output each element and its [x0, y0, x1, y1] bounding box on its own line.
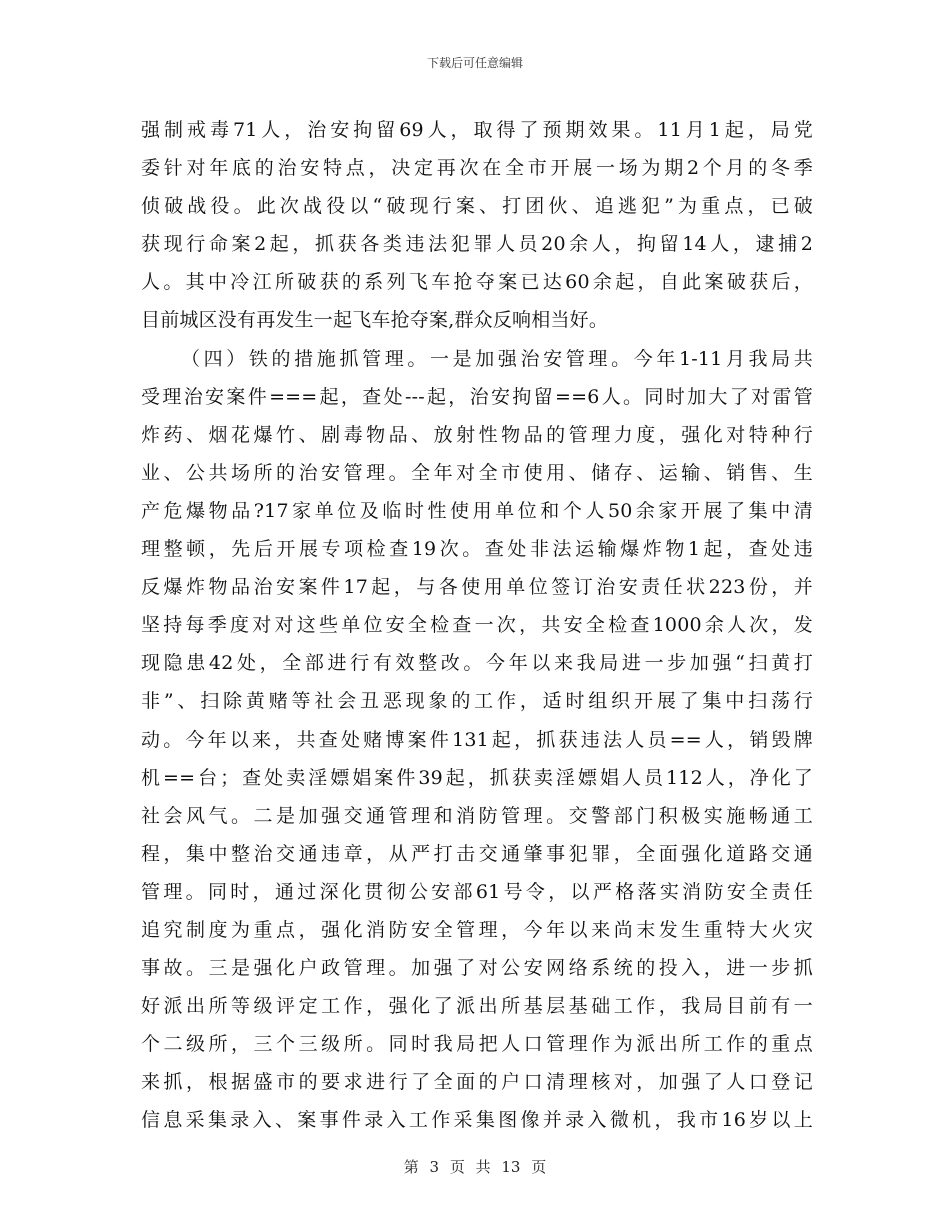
page-number-footer: 第 3 页 共 13 页 [403, 1158, 547, 1176]
text-line: 事故。三是强化户政管理。加强了对公安网络系统的投入，进一步抓 [141, 957, 813, 980]
text-line: 强制戒毒71人，治安拘留69人，取得了预期效果。11月1起，局党 [141, 119, 813, 141]
text-line: 程，集中整治交通违章，从严打击交通肇事犯罪，全面强化道路交通 [141, 842, 813, 865]
page-header: 下载后可任意编辑 [426, 56, 523, 70]
text-line: 管理。同时，通过深化贯彻公安部61号令，以严格落实消防安全责任 [141, 880, 813, 903]
text-line: 获现行命案2起，抓获各类违法犯罪人员20余人，拘留14人，逮捕2 [141, 233, 813, 256]
text-line: 业、公共场所的治安管理。全年对全市使用、储存、运输、销售、生 [141, 461, 813, 484]
text-line: 反爆炸物品治安案件17起，与各使用单位签订治安责任状223份，并 [141, 576, 813, 599]
text-line: 追究制度为重点，强化消防安全管理，今年以来尚末发生重特大火灾 [141, 918, 813, 941]
text-line: 委针对年底的治安特点，决定再次在全市开展一场为期2个月的冬季 [141, 157, 813, 180]
text-line: 社会风气。二是加强交通管理和消防管理。交警部门积极实施畅通工 [141, 804, 813, 827]
text-line: 非”、扫除黄赌等社会丑恶现象的工作，适时组织开展了集中扫荡行 [141, 690, 813, 713]
text-line: 动。今年以来，共查处赌博案件131起，抓获违法人员==人，销毁牌 [141, 728, 813, 751]
text-line: 坚持每季度对对这些单位安全检查一次，共安全检查1000余人次，发 [141, 614, 813, 637]
text-line: 侦破战役。此次战役以“破现行案、打团伙、追逃犯”为重点，已破 [141, 195, 813, 218]
text-line: 好派出所等级评定工作，强化了派出所基层基础工作，我局目前有一 [141, 995, 813, 1018]
text-line: 理整顿，先后开展专项检查19次。查处非法运输爆炸物1起，查处违 [141, 538, 813, 561]
text-line: 现隐患42处，全部进行有效整改。今年以来我局进一步加强“扫黄打 [141, 652, 813, 675]
text-line: 产危爆物品?17家单位及临时性使用单位和个人50余家开展了集中清 [141, 499, 813, 522]
text-line: 人。其中冷江所破获的系列飞车抢夺案已达60余起，自此案破获后， [141, 271, 813, 294]
text-line: 受理治安案件===起，查处---起，治安拘留==6人。同时加大了对雷管 [141, 385, 813, 408]
text-line: 来抓，根据盛市的要求进行了全面的户口清理核对，加强了人口登记 [141, 1071, 813, 1094]
text-line: （四）铁的措施抓管理。一是加强治安管理。今年1-11月我局共 [181, 347, 813, 370]
document-body [141, 111, 813, 1140]
text-line: 炸药、烟花爆竹、剧毒物品、放射性物品的管理力度，强化对特种行 [141, 423, 813, 446]
text-line: 目前城区没有再发生一起飞车抢夺案,群众反响相当好。 [141, 309, 609, 332]
text-line: 机==台；查处卖淫嫖娼案件39起，抓获卖淫嫖娼人员112人，净化了 [141, 766, 813, 789]
text-line: 个二级所，三个三级所。同时我局把人口管理作为派出所工作的重点 [141, 1033, 813, 1056]
text-line: 信息采集录入、案事件录入工作采集图像并录入微机，我市16岁以上 [141, 1109, 813, 1132]
